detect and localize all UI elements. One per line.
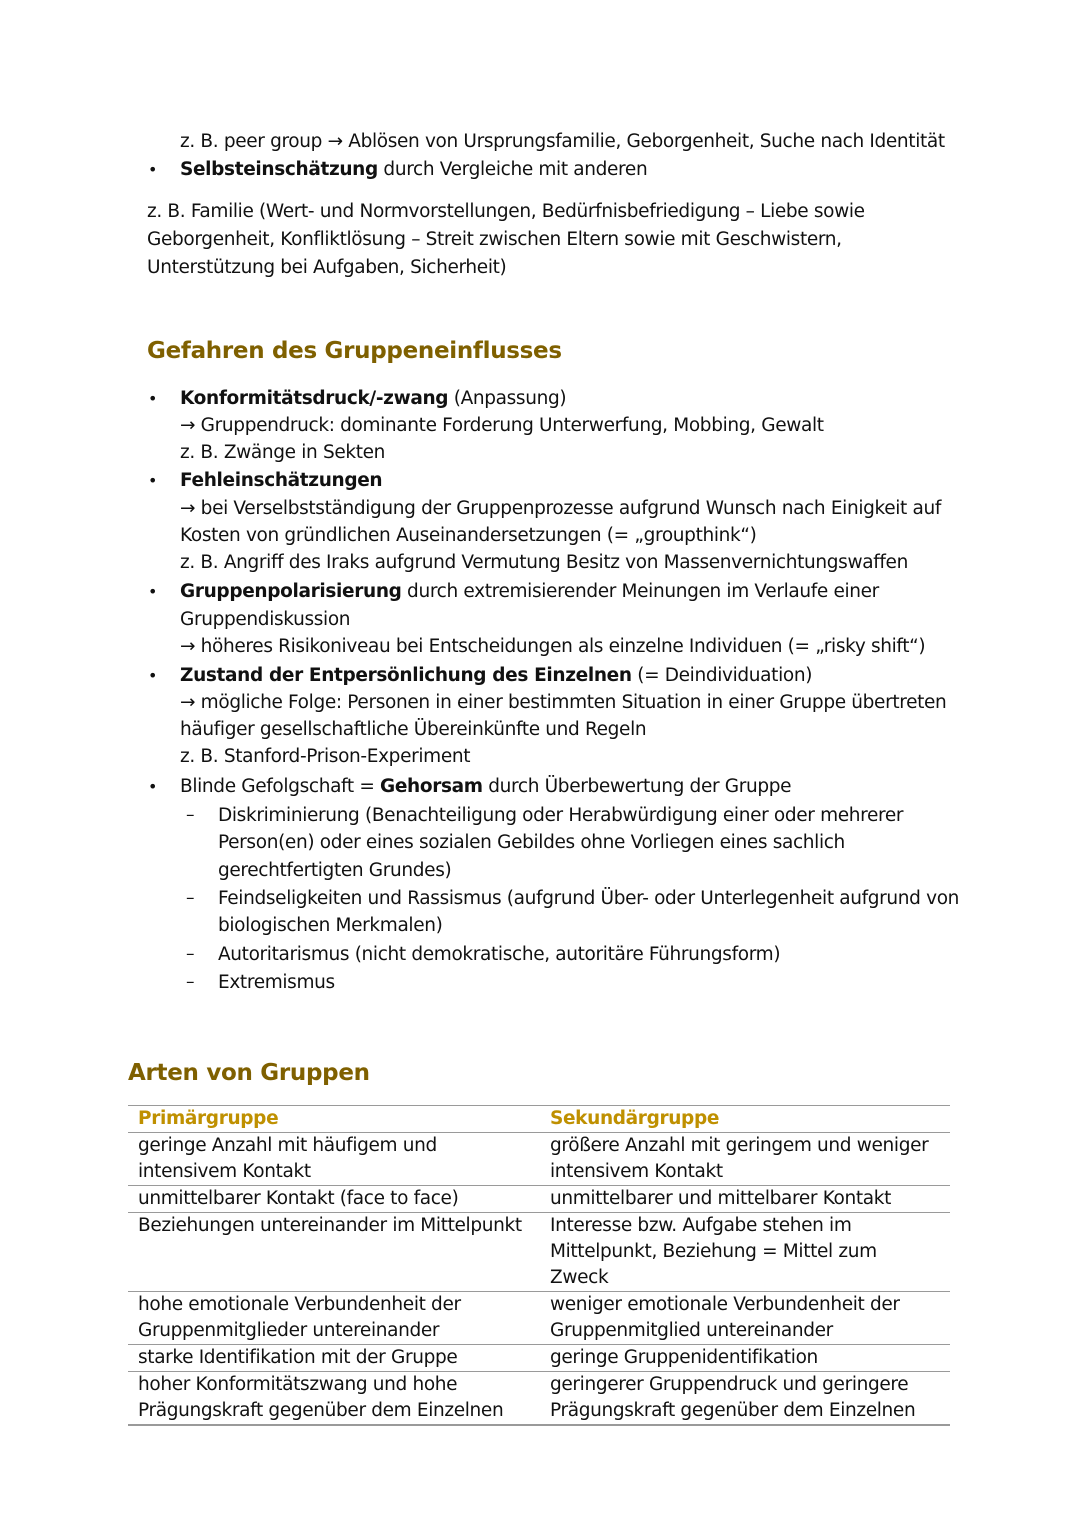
bullet-icon: • <box>148 666 158 685</box>
table-cell: unmittelbarer und mittelbarer Kontakt <box>540 1186 950 1213</box>
danger-item-conformity <box>180 385 566 412</box>
self-assessment-item <box>180 156 647 183</box>
bullet-icon: • <box>148 582 158 601</box>
bullet-icon: • <box>148 777 158 796</box>
subitem-line: biologischen Merkmalen) <box>218 915 443 936</box>
family-paragraph-line: z. B. Familie (Wert- und Normvorstellungen, Bedürfnisbefriedigung – Liebe sowie <box>147 201 865 222</box>
item-detail-line: z. B. Zwänge in Sekten <box>180 442 386 463</box>
peer-group-example: z. B. peer group → Ablösen von Ursprungsfamilie, Geborgenheit, Suche nach Identität <box>180 131 945 152</box>
item-text: durch extremisierender Meinungen im Verlaufe einer <box>401 581 879 602</box>
table-cell: geringe Anzahl mit häufigem und intensivem Kontakt <box>128 1133 540 1186</box>
table-cell: geringerer Gruppendruck und geringere Prägungskraft gegenüber dem Einzelnen <box>540 1372 950 1426</box>
column-header-secondary: Sekundärgruppe <box>540 1106 950 1133</box>
family-paragraph-line: Geborgenheit, Konfliktlösung – Streit zwischen Eltern sowie mit Geschwistern, <box>147 229 842 250</box>
term-bold: Gehorsam <box>380 776 483 797</box>
term-bold: Konformitätsdruck/-zwang <box>180 388 449 409</box>
section-heading-dangers: Gefahren des Gruppeneinflusses <box>147 338 562 364</box>
item-detail-line: häufiger gesellschaftliche Übereinkünfte und Regeln <box>180 719 647 740</box>
table-cell: Beziehungen untereinander im Mittelpunkt <box>128 1213 540 1292</box>
bullet-icon: • <box>148 471 158 490</box>
table-row <box>128 1345 950 1372</box>
subitem-line: Extremismus <box>218 972 335 993</box>
table-row <box>128 1186 950 1213</box>
item-detail-line: → mögliche Folge: Personen in einer bestimmten Situation in einer Gruppe übertreten <box>180 692 947 713</box>
term-bold: Fehleinschätzungen <box>180 470 383 491</box>
family-paragraph-line: Unterstützung bei Aufgaben, Sicherheit) <box>147 257 507 278</box>
table-row <box>128 1213 950 1292</box>
item-detail-line: z. B. Angriff des Iraks aufgrund Vermutung Besitz von Massenvernichtungswaffen <box>180 552 908 573</box>
danger-item-obedience <box>180 773 791 800</box>
term-bold: Gruppenpolarisierung <box>180 581 402 602</box>
table-cell: größere Anzahl mit geringem und weniger intensivem Kontakt <box>540 1133 950 1186</box>
item-detail-line: Gruppendiskussion <box>180 609 351 630</box>
group-types-table <box>128 1105 950 1426</box>
section-heading-types: Arten von Gruppen <box>128 1060 370 1086</box>
bullet-icon: • <box>148 389 158 408</box>
item-detail-line: → bei Verselbstständigung der Gruppenprozesse aufgrund Wunsch nach Einigkeit auf <box>180 498 942 519</box>
bullet-icon: • <box>148 160 158 179</box>
item-detail-line: → höheres Risikoniveau bei Entscheidungen als einzelne Individuen (= „risky shift“) <box>180 636 926 657</box>
danger-item-misjudgment <box>180 467 382 494</box>
table-cell: starke Identifikation mit der Gruppe <box>128 1345 540 1372</box>
table-cell: geringe Gruppenidentifikation <box>540 1345 950 1372</box>
table-cell: hohe emotionale Verbundenheit der Gruppenmitglieder untereinander <box>128 1292 540 1345</box>
item-text: (Anpassung) <box>448 388 567 409</box>
table-row <box>128 1133 950 1186</box>
dash-icon: – <box>186 805 195 825</box>
table-row <box>128 1292 950 1345</box>
dash-icon: – <box>186 972 195 992</box>
dash-icon: – <box>186 888 195 908</box>
table-row <box>128 1372 950 1426</box>
danger-item-deindividuation <box>180 662 812 689</box>
item-detail-line: z. B. Stanford-Prison-Experiment <box>180 746 471 767</box>
table-cell: hoher Konformitätszwang und hohe Prägungskraft gegenüber dem Einzelnen <box>128 1372 540 1426</box>
subitem-line: Autoritarismus (nicht demokratische, autoritäre Führungsform) <box>218 944 781 965</box>
table-cell: Interesse bzw. Aufgabe stehen im Mittelpunkt, Beziehung = Mittel zum Zweck <box>540 1213 950 1292</box>
column-header-primary: Primärgruppe <box>128 1106 540 1133</box>
item-detail-line: Kosten von gründlichen Auseinandersetzungen (= „groupthink“) <box>180 525 757 546</box>
term-bold: Zustand der Entpersönlichung des Einzelnen <box>180 665 632 686</box>
item-text: durch Überbewertung der Gruppe <box>482 776 792 797</box>
subitem-line: gerechtfertigten Grundes) <box>218 860 452 881</box>
item-text: (= Deindividuation) <box>631 665 813 686</box>
subitem-line: Diskriminierung (Benachteiligung oder Herabwürdigung einer oder mehrerer <box>218 805 904 826</box>
subitem-line: Feindseligkeiten und Rassismus (aufgrund Über- oder Unterlegenheit aufgrund von <box>218 888 960 909</box>
subitem-line: Person(en) oder eines sozialen Gebildes ohne Vorliegen eines sachlich <box>218 832 845 853</box>
table-cell: weniger emotionale Verbundenheit der Gruppenmitglied untereinander <box>540 1292 950 1345</box>
dash-icon: – <box>186 944 195 964</box>
item-text: Blinde Gefolgschaft = <box>180 776 381 797</box>
table-header-row <box>128 1106 950 1133</box>
danger-item-polarization <box>180 578 879 605</box>
table-cell: unmittelbarer Kontakt (face to face) <box>128 1186 540 1213</box>
item-detail-line: → Gruppendruck: dominante Forderung Unterwerfung, Mobbing, Gewalt <box>180 415 824 436</box>
item-text: durch Vergleiche mit anderen <box>377 159 648 180</box>
term-bold: Selbsteinschätzung <box>180 159 378 180</box>
